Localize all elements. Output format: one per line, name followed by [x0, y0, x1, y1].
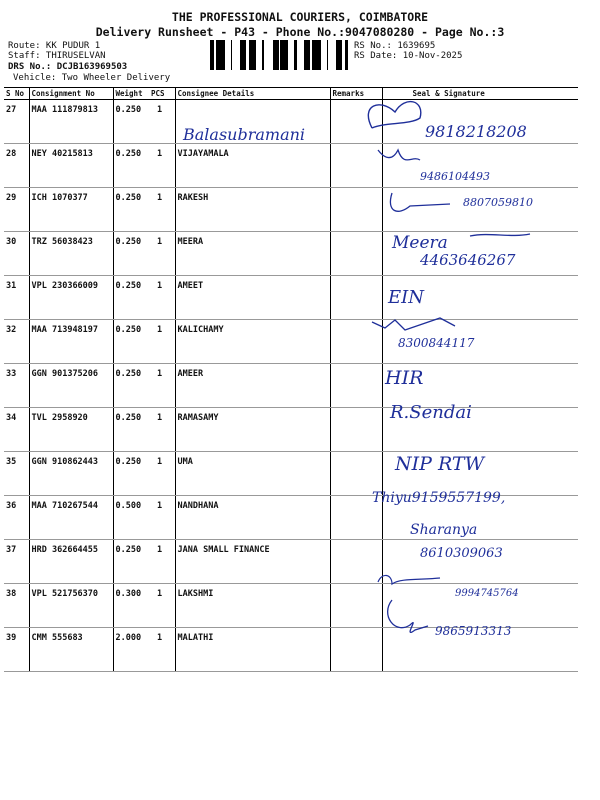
cell-weight: 0.300: [113, 584, 149, 628]
barcode: [210, 40, 350, 70]
col-signature: Seal & Signature: [382, 88, 578, 100]
route-label: Route: KK PUDUR 1: [8, 41, 101, 51]
cell-remarks: [330, 320, 382, 364]
cell-weight: 0.250: [113, 232, 149, 276]
hand-r30-phone: 4463646267: [420, 251, 516, 269]
delivery-table: [4, 87, 578, 672]
company-title: THE PROFESSIONAL COURIERS, COIMBATORE: [171, 10, 429, 24]
cell-signature: [382, 540, 578, 584]
cell-pcs: 1: [149, 408, 175, 452]
table-row: [4, 320, 578, 364]
hand-r39-phone: 9865913313: [435, 624, 512, 638]
cell-weight: 0.250: [113, 320, 149, 364]
cell-consignment: MAA 713948197: [29, 320, 113, 364]
rs-date: RS Date: 10-Nov-2025: [354, 51, 463, 61]
cell-weight: 0.250: [113, 408, 149, 452]
hand-r27-name: Balasubramani: [183, 125, 306, 144]
cell-pcs: 1: [149, 364, 175, 408]
cell-sno: 28: [4, 144, 29, 188]
cell-sno: 38: [4, 584, 29, 628]
table-row: [4, 100, 578, 144]
cell-pcs: 1: [149, 628, 175, 672]
hand-r32-phone: 8300844117: [398, 336, 475, 350]
cell-sno: 33: [4, 364, 29, 408]
cell-pcs: 1: [149, 452, 175, 496]
hand-r27-phone: 9818218208: [425, 122, 527, 141]
drs-label: DRS No.: DCJB163969503: [8, 62, 128, 72]
cell-signature: [382, 232, 578, 276]
cell-pcs: 1: [149, 232, 175, 276]
table-row: [4, 540, 578, 584]
cell-consignment: TRZ 56038423: [29, 232, 113, 276]
cell-sno: 39: [4, 628, 29, 672]
table-row: [4, 232, 578, 276]
cell-weight: 0.250: [113, 188, 149, 232]
col-consignee: Consignee Details: [175, 88, 330, 100]
cell-consignment: NEY 40215813: [29, 144, 113, 188]
hand-r37-name: Sharanya: [410, 522, 478, 538]
cell-remarks: [330, 188, 382, 232]
col-sno: S No: [4, 88, 29, 100]
cell-consignment: CMM 555683: [29, 628, 113, 672]
table-row: [4, 496, 578, 540]
col-pcs: PCS: [149, 88, 175, 100]
col-consignment: Consignment No: [29, 88, 113, 100]
rs-number: RS No.: 1639695: [354, 41, 436, 51]
cell-consignment: GGN 910862443: [29, 452, 113, 496]
hand-r29-phone: 8807059810: [463, 196, 533, 209]
cell-remarks: [330, 496, 382, 540]
cell-sno: 36: [4, 496, 29, 540]
cell-consignment: GGN 901375206: [29, 364, 113, 408]
cell-weight: 0.500: [113, 496, 149, 540]
cell-consignee: UMA: [175, 452, 330, 496]
hand-r35: NIP RTW: [395, 453, 485, 475]
cell-consignment: VPL 521756370: [29, 584, 113, 628]
cell-weight: 0.250: [113, 276, 149, 320]
cell-sno: 34: [4, 408, 29, 452]
cell-pcs: 1: [149, 144, 175, 188]
cell-consignment: MAA 710267544: [29, 496, 113, 540]
cell-remarks: [330, 144, 382, 188]
hand-r30-name: Meera: [392, 233, 448, 253]
table-row: [4, 364, 578, 408]
cell-signature: [382, 408, 578, 452]
cell-consignee: AMEET: [175, 276, 330, 320]
cell-weight: 0.250: [113, 144, 149, 188]
cell-weight: 0.250: [113, 452, 149, 496]
cell-remarks: [330, 452, 382, 496]
cell-consignee: AMEER: [175, 364, 330, 408]
cell-signature: [382, 276, 578, 320]
table-row: [4, 276, 578, 320]
cell-consignment: VPL 230366009: [29, 276, 113, 320]
cell-pcs: 1: [149, 320, 175, 364]
cell-weight: 0.250: [113, 540, 149, 584]
runsheet-title: Delivery Runsheet - P43 - Phone No.:9047080280 - Page No.:3: [95, 25, 505, 39]
cell-remarks: [330, 540, 382, 584]
cell-consignee: MEERA: [175, 232, 330, 276]
staff-label: Staff: THIRUSELVAN: [8, 51, 106, 61]
cell-weight: 2.000: [113, 628, 149, 672]
cell-remarks: [330, 628, 382, 672]
cell-consignment: MAA 111879813: [29, 100, 113, 144]
cell-consignee: JANA SMALL FINANCE: [175, 540, 330, 584]
cell-signature: [382, 496, 578, 540]
cell-signature: [382, 452, 578, 496]
cell-pcs: 1: [149, 584, 175, 628]
cell-sno: 31: [4, 276, 29, 320]
cell-consignee: LAKSHMI: [175, 584, 330, 628]
cell-sno: 29: [4, 188, 29, 232]
table-row: [4, 584, 578, 628]
cell-pcs: 1: [149, 540, 175, 584]
hand-r31: EIN: [388, 287, 424, 308]
vehicle-label: Vehicle: Two Wheeler Delivery: [13, 73, 171, 83]
cell-signature: [382, 320, 578, 364]
col-weight: Weight: [113, 88, 149, 100]
cell-pcs: 1: [149, 496, 175, 540]
hand-r38-phone: 9994745764: [455, 588, 519, 599]
cell-pcs: 1: [149, 276, 175, 320]
cell-consignee: [175, 100, 330, 144]
hand-r28-phone: 9486104493: [420, 170, 490, 183]
cell-signature: [382, 100, 578, 144]
cell-consignee: MALATHI: [175, 628, 330, 672]
cell-remarks: [330, 276, 382, 320]
cell-consignment: ICH 1070377: [29, 188, 113, 232]
cell-consignment: TVL 2958920: [29, 408, 113, 452]
cell-sno: 32: [4, 320, 29, 364]
table-row: [4, 452, 578, 496]
cell-signature: [382, 144, 578, 188]
cell-pcs: 1: [149, 100, 175, 144]
cell-remarks: [330, 408, 382, 452]
hand-r37-phone: 8610309063: [420, 546, 503, 561]
cell-sno: 27: [4, 100, 29, 144]
cell-sno: 35: [4, 452, 29, 496]
cell-remarks: [330, 584, 382, 628]
cell-weight: 0.250: [113, 100, 149, 144]
hand-r36: Thiyu9159557199,: [372, 490, 506, 506]
cell-signature: [382, 188, 578, 232]
table-header-row: [4, 88, 578, 100]
cell-sno: 30: [4, 232, 29, 276]
cell-consignee: NANDHANA: [175, 496, 330, 540]
cell-consignee: RAKESH: [175, 188, 330, 232]
cell-remarks: [330, 100, 382, 144]
cell-consignee: KALICHAMY: [175, 320, 330, 364]
cell-signature: [382, 584, 578, 628]
cell-signature: [382, 628, 578, 672]
cell-consignee: VIJAYAMALA: [175, 144, 330, 188]
cell-remarks: [330, 364, 382, 408]
table-row: [4, 408, 578, 452]
cell-weight: 0.250: [113, 364, 149, 408]
table-row: [4, 628, 578, 672]
cell-consignment: HRD 362664455: [29, 540, 113, 584]
cell-sno: 37: [4, 540, 29, 584]
hand-r33: HIR: [385, 367, 424, 389]
table-row: [4, 144, 578, 188]
cell-consignee: RAMASAMY: [175, 408, 330, 452]
col-remarks: Remarks: [330, 88, 382, 100]
cell-signature: [382, 364, 578, 408]
cell-remarks: [330, 232, 382, 276]
table-row: [4, 188, 578, 232]
hand-r34: R.Sendai: [390, 402, 472, 423]
cell-pcs: 1: [149, 188, 175, 232]
